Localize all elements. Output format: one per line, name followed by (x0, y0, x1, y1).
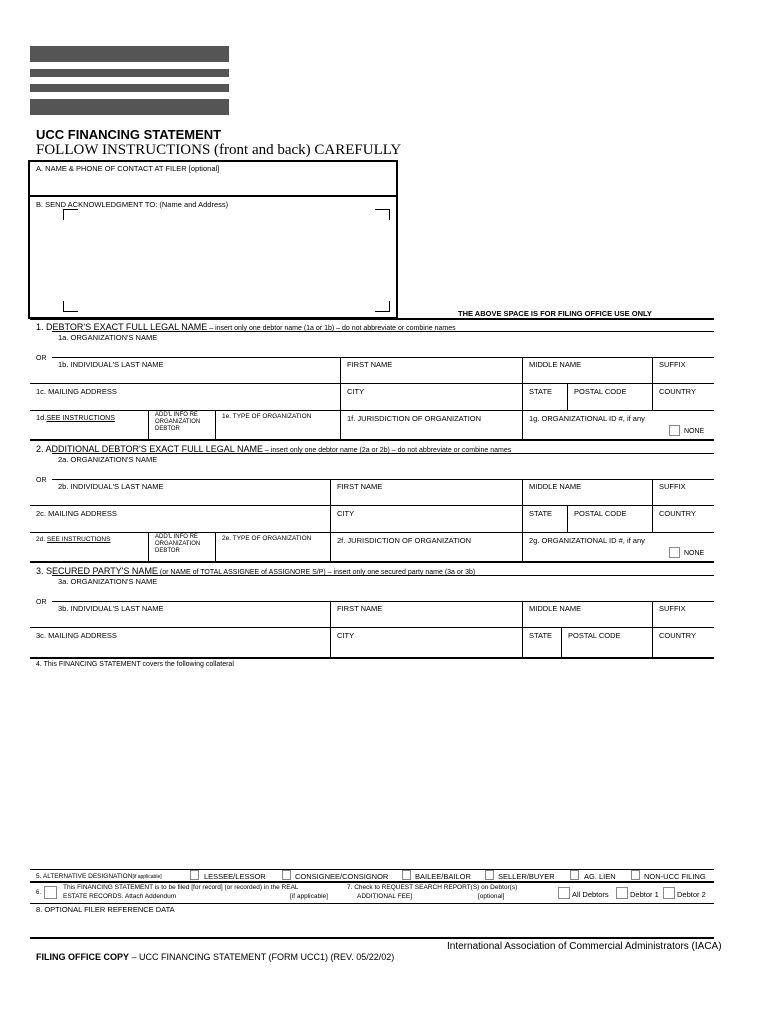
debtor1-jurisdiction-label: 1f. JURISDICTION OF ORGANIZATION (347, 414, 482, 423)
corner-mark-br (375, 301, 390, 312)
real-estate-checkbox[interactable] (44, 886, 57, 899)
divider (52, 601, 714, 602)
secured-postal-label: POSTAL CODE (568, 631, 621, 640)
all-debtors-label: All Debtors (572, 890, 609, 899)
contact-box[interactable] (28, 160, 398, 197)
secured-first-name-label: FIRST NAME (337, 604, 383, 613)
debtor1-state-label: STATE (529, 387, 553, 396)
divider (148, 410, 149, 439)
divider (522, 357, 523, 383)
filing-office-copy-label: FILING OFFICE COPY – UCC FINANCING STATEMENT (FORM UCC1) (REV. 05/22/02) (36, 952, 395, 962)
form-instructions: FOLLOW INSTRUCTIONS (front and back) CAREFULLY (36, 142, 402, 158)
divider (330, 627, 331, 657)
divider (652, 627, 653, 657)
alt-option-ag-lien[interactable]: AG. LIEN (584, 872, 616, 881)
divider (148, 532, 149, 561)
divider (30, 410, 714, 411)
divider (30, 657, 714, 659)
divider (652, 505, 653, 532)
divider (30, 627, 714, 628)
divider (652, 383, 653, 410)
debtor1-org-name-label: 1a. ORGANIZATION'S NAME (58, 333, 158, 342)
divider (215, 410, 216, 439)
item6-text-line2b: [if applicable] (290, 893, 328, 900)
debtor2-org-id-label: 2g. ORGANIZATIONAL ID #, if any (529, 536, 645, 545)
divider (30, 869, 714, 870)
debtor2-last-name-label: 2b. INDIVIDUAL'S LAST NAME (58, 482, 164, 491)
divider (30, 532, 714, 533)
divider (52, 331, 714, 332)
divider (30, 439, 714, 441)
filer-reference-label: 8. OPTIONAL FILER REFERENCE DATA (36, 905, 175, 914)
lessee-lessor-checkbox[interactable] (190, 870, 199, 880)
item6-number: 6. (36, 890, 42, 896)
divider (340, 410, 341, 439)
divider (340, 383, 341, 410)
debtor1-middle-name-label: MIDDLE NAME (529, 360, 582, 369)
corner-mark-tr (375, 209, 390, 220)
seller-buyer-checkbox[interactable] (485, 870, 494, 880)
debtor2-org-name-label: 2a. ORGANIZATION'S NAME (58, 455, 158, 464)
alt-designation-label: 5. ALTERNATIVE DESIGNATION[if applicable] (36, 873, 162, 880)
alt-option-consignee-consignor[interactable]: CONSIGNEE/CONSIGNOR (295, 872, 389, 881)
divider (567, 383, 568, 410)
secured-or-label: OR (36, 599, 47, 606)
divider (522, 532, 523, 561)
divider (52, 453, 714, 454)
divider (561, 627, 562, 657)
debtor2-or-label: OR (36, 477, 47, 484)
all-debtors-checkbox[interactable] (558, 887, 570, 899)
secured-mailing-label: 3c. MAILING ADDRESS (36, 631, 117, 640)
divider (30, 383, 714, 384)
form-title: UCC FINANCING STATEMENT (36, 127, 222, 142)
alt-option-bailee-bailor[interactable]: BAILEE/BAILOR (415, 872, 471, 881)
acknowledgment-label: B. SEND ACKNOWLEDGMENT TO: (Name and Address) (36, 200, 229, 209)
divider (652, 601, 653, 627)
item7-text-line1: 7. Check to REQUEST SEARCH REPORT(S) on Debtor(s) (347, 884, 518, 891)
corner-mark-tl (63, 209, 78, 220)
divider (340, 357, 341, 383)
debtor1-heading: 1. DEBTOR'S EXACT FULL LEGAL NAME – insert only one debtor name (1a or 1b) – do not abbreviate or combine names (36, 322, 456, 332)
divider (652, 357, 653, 383)
debtor2-country-label: COUNTRY (659, 509, 696, 518)
debtor1-postal-label: POSTAL CODE (574, 387, 627, 396)
alt-option-lessee-lessor[interactable]: LESSEE/LESSOR (204, 872, 266, 881)
debtor2-suffix-label: SUFFIX (659, 482, 686, 491)
item7-text-line2b: [optional] (478, 893, 505, 900)
divider (522, 505, 523, 532)
divider (52, 357, 714, 358)
divider (30, 561, 714, 563)
divider (30, 318, 714, 320)
alt-option-non-ucc-filing[interactable]: NON-UCC FILING (644, 872, 706, 881)
divider (522, 601, 523, 627)
divider (522, 410, 523, 439)
iaca-label: International Association of Commercial Administrators (IACA) (447, 941, 722, 952)
debtor1-none-label: NONE (684, 428, 705, 435)
divider (330, 532, 331, 561)
acknowledgment-box[interactable] (28, 195, 398, 319)
divider (522, 383, 523, 410)
debtor2-none-checkbox[interactable] (669, 547, 680, 558)
debtor1-search-label: Debtor 1 (630, 890, 659, 899)
debtor1-suffix-label: SUFFIX (659, 360, 686, 369)
collateral-field[interactable] (30, 672, 714, 867)
item7-text-line2a: ADDITIONAL FEE] (357, 893, 413, 900)
debtor2-city-label: CITY (337, 509, 355, 518)
consignee-consignor-checkbox[interactable] (282, 870, 291, 880)
debtor1-none-checkbox[interactable] (669, 425, 680, 436)
header-bar-4 (30, 99, 229, 115)
secured-party-heading: 3. SECURED PARTY'S NAME (or NAME of TOTAL ASSIGNEE of ASSIGNORE S/P) – insert only one secured party name (3a or 3b) (36, 566, 476, 576)
header-bar-1 (30, 46, 229, 62)
collateral-label: 4. This FINANCING STATEMENT covers the following collateral (36, 661, 234, 668)
divider (522, 479, 523, 505)
debtor1-city-label: CITY (347, 387, 365, 396)
debtor1-see-instructions[interactable]: 1d.SEE INSTRUCTIONS (36, 413, 115, 422)
secured-city-label: CITY (337, 631, 355, 640)
corner-mark-bl (63, 301, 78, 312)
debtor1-or-label: OR (36, 355, 47, 362)
debtor2-search-label: Debtor 2 (677, 890, 706, 899)
debtor2-jurisdiction-label: 2f. JURISDICTION OF ORGANIZATION (337, 536, 472, 545)
divider (30, 937, 714, 939)
item6-text-line2a: ESTATE RECORDS. Attach Addendum (63, 893, 177, 900)
debtor2-see-instructions[interactable]: 2d. SEE INSTRUCTIONS (36, 536, 111, 543)
debtor2-first-name-label: FIRST NAME (337, 482, 383, 491)
debtor2-state-label: STATE (529, 509, 553, 518)
debtor1-type-org-label: 1e. TYPE OF ORGANIZATION (222, 413, 312, 420)
debtor2-none-label: NONE (684, 550, 705, 557)
debtor2-search-checkbox[interactable] (663, 887, 675, 899)
divider (330, 479, 331, 505)
debtor2-middle-name-label: MIDDLE NAME (529, 482, 582, 491)
divider (330, 601, 331, 627)
contact-label: A. NAME & PHONE OF CONTACT AT FILER [optional] (36, 164, 220, 173)
divider (30, 881, 714, 883)
debtor1-country-label: COUNTRY (659, 387, 696, 396)
debtor1-addl-info-label: ADD'L INFO RE ORGANIZATION DEBTOR (155, 412, 201, 432)
debtor2-addl-info-label: ADD'L INFO RE ORGANIZATION DEBTOR (155, 534, 201, 554)
divider (30, 505, 714, 506)
non-ucc-filing-checkbox[interactable] (631, 870, 640, 880)
debtor1-mailing-label: 1c. MAILING ADDRESS (36, 387, 117, 396)
secured-country-label: COUNTRY (659, 631, 696, 640)
debtor2-postal-label: POSTAL CODE (574, 509, 627, 518)
secured-state-label: STATE (529, 631, 553, 640)
divider (52, 479, 714, 480)
debtor2-heading: 2. ADDITIONAL DEBTOR'S EXACT FULL LEGAL NAME – insert only one debtor name (2a or 2b) – do not abbreviate or combine names (36, 444, 512, 454)
debtor2-mailing-label: 2c. MAILING ADDRESS (36, 509, 117, 518)
debtor1-last-name-label: 1b. INDIVIDUAL'S LAST NAME (58, 360, 164, 369)
header-bar-2 (30, 69, 229, 77)
item6-text-line1: This FINANCING STATEMENT is to be filed [for record] (or recorded) in the REAL (63, 884, 299, 891)
divider (52, 575, 714, 576)
debtor1-org-id-label: 1g. ORGANIZATIONAL ID #, if any (529, 414, 645, 423)
filing-office-note: THE ABOVE SPACE IS FOR FILING OFFICE USE ONLY (458, 309, 652, 318)
header-bar-3 (30, 84, 229, 92)
ag-lien-checkbox[interactable] (570, 870, 579, 880)
bailee-bailor-checkbox[interactable] (402, 870, 411, 880)
secured-suffix-label: SUFFIX (659, 604, 686, 613)
divider (215, 532, 216, 561)
alt-option-seller-buyer[interactable]: SELLER/BUYER (498, 872, 555, 881)
divider (567, 505, 568, 532)
divider (30, 903, 714, 904)
secured-middle-name-label: MIDDLE NAME (529, 604, 582, 613)
divider (652, 479, 653, 505)
secured-last-name-label: 3b. INDIVIDUAL'S LAST NAME (58, 604, 164, 613)
debtor2-type-org-label: 2e. TYPE OF ORGANIZATION (222, 535, 312, 542)
divider (522, 627, 523, 657)
filer-reference-field[interactable] (30, 915, 714, 935)
debtor1-first-name-label: FIRST NAME (347, 360, 393, 369)
debtor1-search-checkbox[interactable] (616, 887, 628, 899)
divider (330, 505, 331, 532)
secured-org-name-label: 3a. ORGANIZATION'S NAME (58, 577, 158, 586)
